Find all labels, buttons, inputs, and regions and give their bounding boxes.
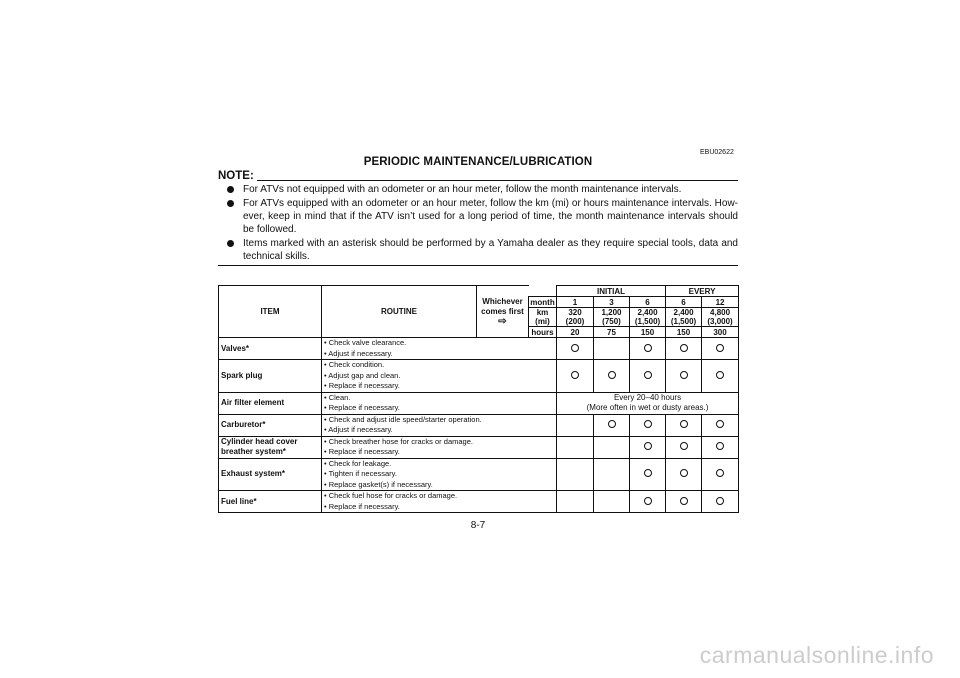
routine-cell [322, 338, 557, 360]
circle-mark-icon [680, 442, 688, 450]
schedule-cell [666, 436, 702, 458]
bullet-icon: • [324, 436, 329, 446]
every-header: EVERY [666, 286, 739, 297]
hours-value: 75 [594, 327, 630, 338]
arrow-right-icon: ⇨ [498, 315, 507, 327]
bullet-icon: • [324, 458, 329, 468]
km-value: 1,200 (750) [594, 308, 630, 327]
routine-step: • Adjust gap and clean. [324, 370, 401, 380]
schedule-cell [557, 436, 594, 458]
schedule-cell [594, 458, 630, 491]
document-code: EBU02622 [700, 149, 734, 156]
routine-step: • Check breather hose for cracks or damage. [324, 436, 473, 446]
bullet-icon: • [324, 479, 329, 489]
circle-mark-icon [608, 420, 616, 428]
schedule-cell [630, 491, 666, 513]
month-value: 6 [666, 297, 702, 308]
bullet-icon: • [324, 403, 329, 412]
circle-mark-icon [644, 497, 652, 505]
bullet-icon: • [324, 392, 329, 402]
schedule-cell [557, 458, 594, 491]
schedule-cell [702, 338, 739, 360]
routine-step: • Check fuel hose for cracks or damage. [324, 491, 458, 500]
schedule-cell [702, 491, 739, 513]
initial-header: INITIAL [557, 286, 666, 297]
schedule-cell [666, 338, 702, 360]
schedule-cell [594, 491, 630, 513]
routine-header: ROUTINE [322, 286, 477, 338]
bullet-icon: • [324, 348, 329, 358]
note-item: For ATVs equipped with an odometer or an hour meter, follow the km (mi) or hours maintenance intervals. How-ever, keep in mind that if the ATV isn’t used for a long period of time, the month maintenance intervals should be followed. [226, 197, 738, 237]
circle-mark-icon [644, 442, 652, 450]
circle-mark-icon [571, 344, 579, 352]
km-value: 2,400 (1,500) [666, 308, 702, 327]
month-value: 3 [594, 297, 630, 308]
circle-mark-icon [644, 344, 652, 352]
km-value: 4,800 (3,000) [702, 308, 739, 327]
km-value: 2,400 (1,500) [630, 308, 666, 327]
schedule-cell [557, 338, 594, 360]
circle-mark-icon [716, 469, 724, 477]
routine-step: • Replace if necessary. [324, 381, 400, 390]
schedule-cell [557, 414, 594, 436]
km-label: km (mi) [529, 308, 557, 327]
page-number: 8-7 [470, 520, 486, 531]
table-row [219, 491, 739, 513]
whichever-header: Whichever comes first ⇨ [477, 286, 529, 338]
schedule-cell [666, 360, 702, 393]
routine-step: • Replace if necessary. [324, 403, 400, 412]
routine-cell [322, 491, 557, 513]
note-item: Items marked with an asterisk should be performed by a Yamaha dealer as they require special tools, data and technical skills. [226, 237, 738, 263]
schedule-cell [702, 458, 739, 491]
circle-mark-icon [716, 420, 724, 428]
circle-mark-icon [680, 497, 688, 505]
interval-note: Every 20–40 hours (More often in wet or dusty areas.) [557, 392, 739, 414]
routine-step: • Check for leakage. [324, 458, 392, 468]
hours-value: 20 [557, 327, 594, 338]
item-name: Cylinder head cover breather system* [219, 436, 322, 458]
circle-mark-icon [680, 371, 688, 379]
item-name: Exhaust system* [219, 458, 322, 491]
bullet-icon: • [324, 469, 329, 478]
month-value: 1 [557, 297, 594, 308]
bullet-icon: • [324, 338, 329, 347]
bullet-icon: • [324, 414, 329, 424]
routine-step: • Adjust if necessary. [324, 425, 393, 434]
maintenance-table [218, 285, 739, 513]
routine-step: • Replace if necessary. [324, 447, 400, 456]
schedule-cell [630, 458, 666, 491]
routine-step: • Adjust if necessary. [324, 348, 393, 358]
bullet-icon: • [324, 491, 329, 500]
hours-value: 150 [666, 327, 702, 338]
bullet-icon: • [324, 370, 329, 380]
routine-cell [322, 458, 557, 491]
circle-mark-icon [680, 469, 688, 477]
bullet-icon: • [324, 360, 329, 369]
table-row [219, 392, 739, 414]
schedule-cell [594, 414, 630, 436]
schedule-cell [630, 360, 666, 393]
routine-cell [322, 392, 557, 414]
item-name: Air filter element [219, 392, 322, 414]
schedule-cell [702, 414, 739, 436]
routine-cell [322, 414, 557, 436]
note-rule [252, 180, 738, 181]
km-value: 320 (200) [557, 308, 594, 327]
bullet-icon [227, 240, 234, 247]
circle-mark-icon [716, 442, 724, 450]
page-title: PERIODIC MAINTENANCE/LUBRICATION [363, 156, 593, 168]
routine-cell [322, 436, 557, 458]
schedule-cell [702, 360, 739, 393]
schedule-cell [594, 338, 630, 360]
month-value: 12 [702, 297, 739, 308]
bullet-icon: • [324, 425, 329, 434]
circle-mark-icon [716, 344, 724, 352]
item-name: Valves* [219, 338, 322, 360]
bullet-icon: • [324, 501, 329, 511]
bullet-icon [227, 186, 234, 193]
note-end-rule [218, 265, 738, 266]
table-row [219, 360, 739, 393]
hours-value: 150 [630, 327, 666, 338]
routine-step: • Tighten if necessary. [324, 469, 397, 478]
item-header: ITEM [219, 286, 322, 338]
item-name: Carburetor* [219, 414, 322, 436]
circle-mark-icon [644, 420, 652, 428]
circle-mark-icon [716, 371, 724, 379]
circle-mark-icon [644, 371, 652, 379]
watermark: carmanualsonline.info [699, 642, 934, 668]
schedule-cell [630, 414, 666, 436]
circle-mark-icon [716, 497, 724, 505]
note-label: NOTE: [218, 170, 257, 182]
schedule-cell [666, 458, 702, 491]
circle-mark-icon [680, 420, 688, 428]
routine-step: • Check valve clearance. [324, 338, 407, 347]
circle-mark-icon [608, 371, 616, 379]
hours-value: 300 [702, 327, 739, 338]
schedule-cell [630, 436, 666, 458]
hours-label: hours [529, 327, 557, 338]
schedule-cell [594, 360, 630, 393]
circle-mark-icon [644, 469, 652, 477]
schedule-cell [594, 436, 630, 458]
bullet-icon: • [324, 381, 329, 390]
routine-step: • Check condition. [324, 360, 385, 369]
table-row [219, 436, 739, 458]
routine-step: • Replace if necessary. [324, 501, 400, 511]
routine-step: • Clean. [324, 392, 351, 402]
note-item: For ATVs not equipped with an odometer or an hour meter, follow the month maintenance intervals. [226, 183, 738, 196]
schedule-cell [630, 338, 666, 360]
month-label: month [530, 297, 555, 307]
table-row [219, 458, 739, 491]
bullet-icon [227, 200, 234, 207]
schedule-cell [666, 414, 702, 436]
schedule-cell [557, 360, 594, 393]
routine-step: • Replace gasket(s) if necessary. [324, 479, 433, 489]
item-name: Spark plug [219, 360, 322, 393]
note-list [226, 183, 738, 264]
circle-mark-icon [680, 344, 688, 352]
routine-cell [322, 360, 557, 393]
month-value: 6 [630, 297, 666, 308]
schedule-cell [557, 491, 594, 513]
schedule-cell [702, 436, 739, 458]
table-row [219, 338, 739, 360]
table-row [219, 414, 739, 436]
bullet-icon: • [324, 447, 329, 456]
circle-mark-icon [571, 371, 579, 379]
routine-step: • Check and adjust idle speed/starter operation. [324, 414, 482, 424]
schedule-cell [666, 491, 702, 513]
note-header [218, 170, 738, 184]
item-name: Fuel line* [219, 491, 322, 513]
